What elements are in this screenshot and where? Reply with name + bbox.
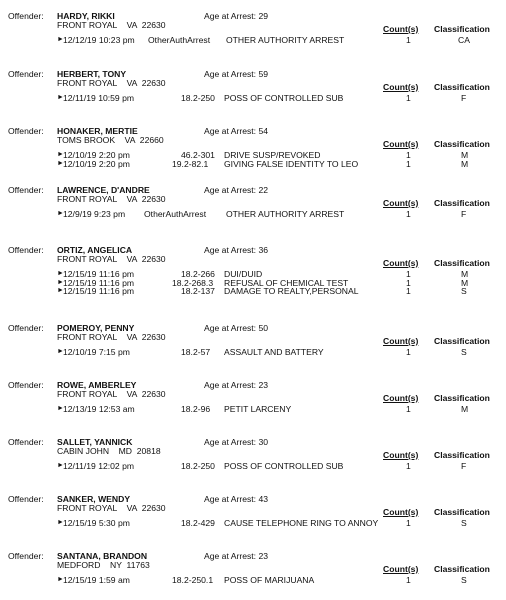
bullet-arrow-icon: ► bbox=[57, 405, 64, 412]
address-state-zip: MD 20818 bbox=[109, 446, 161, 456]
address-city: MEDFORD bbox=[57, 560, 101, 570]
charge-datetime: 12/10/19 2:20 pm bbox=[63, 150, 130, 160]
offender-name: LAWRENCE, D'ANDRE bbox=[57, 185, 150, 195]
charge-datetime: 12/15/19 5:30 pm bbox=[63, 518, 130, 528]
offender-address bbox=[57, 254, 166, 264]
classification-column-header: Classification bbox=[434, 507, 490, 517]
address-city: FRONT ROYAL bbox=[57, 503, 118, 513]
charge-classification: M bbox=[461, 158, 469, 169]
bullet-arrow-icon: ► bbox=[57, 94, 64, 101]
count-column-header: Count(s) bbox=[383, 393, 419, 403]
classification-column-header: Classification bbox=[434, 24, 490, 34]
charge-datetime: 12/15/19 1:59 am bbox=[63, 575, 130, 585]
charge-statute: OtherAuthArrest bbox=[144, 209, 207, 219]
bullet-arrow-icon: ► bbox=[57, 287, 64, 295]
count-column-header: Count(s) bbox=[383, 507, 419, 517]
offender-name: HERBERT, TONY bbox=[57, 69, 127, 79]
classification-column-header: Classification bbox=[434, 198, 490, 208]
offender-label: Offender: bbox=[8, 126, 44, 136]
offender-label: Offender: bbox=[8, 551, 44, 561]
charge-statute: 18.2-137 bbox=[181, 286, 215, 297]
charge-datetime: 12/13/19 12:53 am bbox=[63, 404, 135, 414]
charge-datetime: 12/15/19 11:16 pm bbox=[63, 286, 135, 297]
count-column-header: Count(s) bbox=[383, 450, 419, 460]
bullet-arrow-icon: ► bbox=[57, 576, 64, 583]
address-city: FRONT ROYAL bbox=[57, 332, 118, 342]
charge-statute: 18.2-96 bbox=[181, 404, 211, 414]
charge-count: 1 bbox=[406, 461, 411, 471]
charge-classification: M bbox=[461, 404, 469, 414]
address-state-zip: VA 22630 bbox=[117, 78, 166, 88]
count-column-header: Count(s) bbox=[383, 24, 419, 34]
charge-datetime: 12/12/19 10:23 pm bbox=[63, 35, 135, 45]
classification-column-header: Classification bbox=[434, 139, 490, 149]
offender-label: Offender: bbox=[8, 245, 44, 255]
bullet-arrow-icon: ► bbox=[57, 519, 64, 526]
charge-statute: OtherAuthArrest bbox=[148, 35, 211, 45]
address-state-zip: VA 22630 bbox=[117, 503, 166, 513]
bullet-arrow-icon: ► bbox=[57, 210, 64, 217]
address-city: FRONT ROYAL bbox=[57, 78, 118, 88]
offender-address bbox=[57, 20, 166, 30]
offender-address bbox=[57, 78, 166, 88]
offender-label: Offender: bbox=[8, 380, 44, 390]
address-state-zip: NY 11763 bbox=[100, 560, 150, 570]
offender-label: Offender: bbox=[8, 323, 44, 333]
charge-statute: 18.2-250 bbox=[181, 93, 215, 103]
charge-description: DRIVE SUSP/REVOKED bbox=[224, 150, 321, 160]
charge-description: REFUSAL OF CHEMICAL TEST bbox=[224, 277, 349, 288]
charge-classification: S bbox=[461, 286, 467, 297]
charge-statute: 18.2-429 bbox=[181, 518, 215, 528]
age-at-arrest: Age at Arrest: 59 bbox=[204, 69, 269, 79]
charge-row bbox=[0, 93, 506, 103]
offender-address bbox=[57, 389, 166, 399]
bullet-arrow-icon: ► bbox=[57, 270, 64, 277]
count-column-header: Count(s) bbox=[383, 258, 419, 268]
charge-count: 1 bbox=[406, 35, 411, 45]
offender-address bbox=[57, 560, 150, 570]
offender-address bbox=[57, 194, 166, 204]
address-city: CABIN JOHN bbox=[57, 446, 110, 456]
charge-row bbox=[0, 286, 506, 296]
charge-statute: 18.2-57 bbox=[181, 347, 211, 357]
age-at-arrest: Age at Arrest: 30 bbox=[204, 437, 269, 447]
count-column-header: Count(s) bbox=[383, 198, 419, 208]
offender-name: HARDY, RIKKI bbox=[57, 11, 115, 21]
charge-datetime: 12/11/19 10:59 pm bbox=[63, 93, 135, 103]
charge-classification: M bbox=[461, 277, 469, 288]
charge-description: OTHER AUTHORITY ARREST bbox=[226, 35, 345, 45]
charge-statute: 19.2-82.1 bbox=[172, 158, 209, 169]
charge-row bbox=[0, 461, 506, 471]
age-at-arrest: Age at Arrest: 36 bbox=[204, 245, 269, 255]
offender-address bbox=[57, 446, 161, 456]
charge-statute: 46.2-301 bbox=[181, 150, 215, 160]
count-column-header: Count(s) bbox=[383, 336, 419, 346]
offender-label: Offender: bbox=[8, 437, 44, 447]
offender-name: ORTIZ, ANGELICA bbox=[57, 245, 133, 255]
charge-row bbox=[0, 35, 506, 45]
charge-count: 1 bbox=[406, 286, 411, 297]
age-at-arrest: Age at Arrest: 29 bbox=[204, 11, 269, 21]
count-column-header: Count(s) bbox=[383, 139, 419, 149]
age-at-arrest: Age at Arrest: 54 bbox=[204, 126, 269, 136]
bullet-arrow-icon: ► bbox=[57, 462, 64, 469]
charge-datetime: 12/11/19 12:02 pm bbox=[63, 461, 135, 471]
address-city: FRONT ROYAL bbox=[57, 254, 118, 264]
charge-count: 1 bbox=[406, 158, 411, 169]
classification-column-header: Classification bbox=[434, 82, 490, 92]
charge-classification: M bbox=[461, 269, 469, 279]
age-at-arrest: Age at Arrest: 22 bbox=[204, 185, 269, 195]
address-state-zip: VA 22630 bbox=[117, 194, 166, 204]
bullet-arrow-icon: ► bbox=[57, 278, 64, 286]
charge-description: GIVING FALSE IDENTITY TO LEO bbox=[224, 158, 359, 169]
charge-datetime: 12/15/19 11:16 pm bbox=[63, 277, 135, 288]
charge-statute: 18.2-268.3 bbox=[172, 277, 214, 288]
address-city: FRONT ROYAL bbox=[57, 20, 118, 30]
bullet-arrow-icon: ► bbox=[57, 159, 64, 167]
offender-name: HONAKER, MERTIE bbox=[57, 126, 138, 136]
count-column-header: Count(s) bbox=[383, 82, 419, 92]
charge-description: POSS OF MARIJUANA bbox=[224, 575, 315, 585]
charge-description: POSS OF CONTROLLED SUB bbox=[224, 461, 344, 471]
bullet-arrow-icon: ► bbox=[57, 151, 64, 158]
charge-statute: 18.2-266 bbox=[181, 269, 215, 279]
age-at-arrest: Age at Arrest: 50 bbox=[204, 323, 269, 333]
charge-row bbox=[0, 159, 506, 169]
offender-name: ROWE, AMBERLEY bbox=[57, 380, 137, 390]
charge-description: DUI/DUID bbox=[224, 269, 263, 279]
charge-classification: F bbox=[461, 461, 467, 471]
charge-count: 1 bbox=[406, 93, 411, 103]
offender-name: POMEROY, PENNY bbox=[57, 323, 135, 333]
charge-classification: F bbox=[461, 209, 467, 219]
offender-address bbox=[57, 503, 166, 513]
charge-row bbox=[0, 209, 506, 219]
address-state-zip: VA 22630 bbox=[117, 254, 166, 264]
charge-classification: S bbox=[461, 575, 467, 585]
age-at-arrest: Age at Arrest: 23 bbox=[204, 380, 269, 390]
charge-description: OTHER AUTHORITY ARREST bbox=[226, 209, 345, 219]
charge-datetime: 12/15/19 11:16 pm bbox=[63, 269, 135, 279]
offender-label: Offender: bbox=[8, 69, 44, 79]
charge-description: DAMAGE TO REALTY,PERSONAL bbox=[224, 286, 359, 297]
address-city: FRONT ROYAL bbox=[57, 194, 118, 204]
charge-count: 1 bbox=[406, 518, 411, 528]
charge-row bbox=[0, 347, 506, 357]
charge-description: POSS OF CONTROLLED SUB bbox=[224, 93, 344, 103]
offender-name: SANTANA, BRANDON bbox=[57, 551, 148, 561]
charge-row bbox=[0, 575, 506, 585]
classification-column-header: Classification bbox=[434, 450, 490, 460]
charge-statute: 18.2-250.1 bbox=[172, 575, 214, 585]
charge-description: ASSAULT AND BATTERY bbox=[224, 347, 324, 357]
charge-count: 1 bbox=[406, 347, 411, 357]
offender-address bbox=[57, 332, 166, 342]
charge-classification: S bbox=[461, 347, 467, 357]
charge-count: 1 bbox=[406, 209, 411, 219]
offender-name: SALLET, YANNICK bbox=[57, 437, 133, 447]
charge-classification: S bbox=[461, 518, 467, 528]
charge-count: 1 bbox=[406, 404, 411, 414]
charge-row bbox=[0, 518, 506, 528]
charge-description: CAUSE TELEPHONE RING TO ANNOY bbox=[224, 518, 379, 528]
address-state-zip: VA 22660 bbox=[115, 135, 164, 145]
address-state-zip: VA 22630 bbox=[117, 389, 166, 399]
offender-address bbox=[57, 135, 164, 145]
offender-label: Offender: bbox=[8, 11, 44, 21]
classification-column-header: Classification bbox=[434, 393, 490, 403]
offender-label: Offender: bbox=[8, 494, 44, 504]
classification-column-header: Classification bbox=[434, 564, 490, 574]
charge-row bbox=[0, 404, 506, 414]
charge-classification: F bbox=[461, 93, 467, 103]
address-state-zip: VA 22630 bbox=[117, 332, 166, 342]
charge-statute: 18.2-250 bbox=[181, 461, 215, 471]
bullet-arrow-icon: ► bbox=[57, 36, 64, 43]
charge-datetime: 12/10/19 7:15 pm bbox=[63, 347, 130, 357]
age-at-arrest: Age at Arrest: 43 bbox=[204, 494, 269, 504]
classification-column-header: Classification bbox=[434, 258, 490, 268]
count-column-header: Count(s) bbox=[383, 564, 419, 574]
address-city: TOMS BROOK bbox=[57, 135, 116, 145]
bullet-arrow-icon: ► bbox=[57, 348, 64, 355]
charge-count: 1 bbox=[406, 277, 411, 288]
classification-column-header: Classification bbox=[434, 336, 490, 346]
charge-description: PETIT LARCENY bbox=[224, 404, 292, 414]
charge-classification: M bbox=[461, 150, 469, 160]
charge-classification: CA bbox=[458, 35, 470, 45]
charge-count: 1 bbox=[406, 575, 411, 585]
address-state-zip: VA 22630 bbox=[117, 20, 166, 30]
charge-datetime: 12/9/19 9:23 pm bbox=[63, 209, 126, 219]
charge-count: 1 bbox=[406, 150, 411, 160]
charge-datetime: 12/10/19 2:20 pm bbox=[63, 158, 130, 169]
offender-label: Offender: bbox=[8, 185, 44, 195]
age-at-arrest: Age at Arrest: 23 bbox=[204, 551, 269, 561]
offender-name: SANKER, WENDY bbox=[57, 494, 131, 504]
address-city: FRONT ROYAL bbox=[57, 389, 118, 399]
charge-count: 1 bbox=[406, 269, 411, 279]
